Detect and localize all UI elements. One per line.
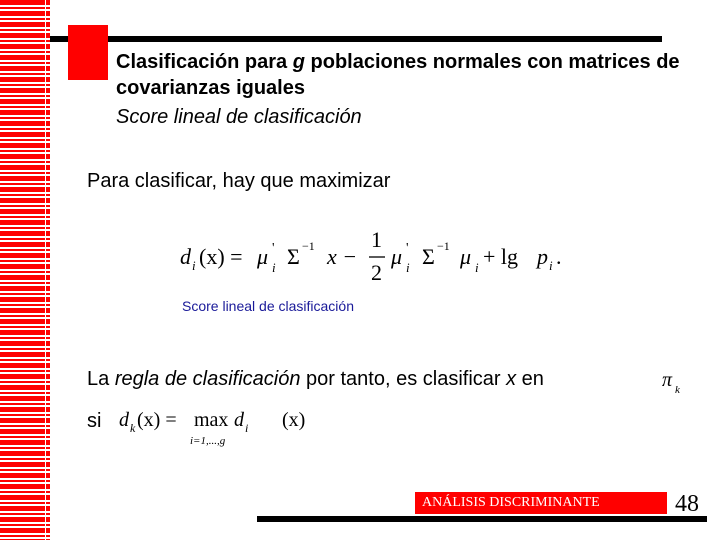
slide-title [116,49,706,101]
rule-prefix: La [87,368,115,390]
f1-mu3-sub: i [475,260,479,275]
f1-mu-sub: i [272,260,276,275]
f1-sigma2: Σ [422,244,435,269]
f1-sub-i: i [192,258,196,273]
f2-arg2: (x) [282,409,306,431]
classification-rule-formula [116,398,326,454]
f1-frac-den: 2 [371,260,382,285]
f1-d: d [180,244,191,269]
f2-d2: d [234,409,244,431]
f1-p-sub: i [549,258,553,273]
f1-mu: μ [257,244,269,269]
f1-inverse2: −1 [437,239,450,253]
f2-sub-k: k [130,421,136,435]
left-stripe-decoration [0,0,50,540]
footer-label: ANÁLISIS DISCRIMINANTE [422,495,600,510]
f1-mu3: μ [460,244,472,269]
f1-x-minus: x − [327,244,358,269]
f2-d: d [119,409,129,431]
f2-arg: (x) = [137,409,177,431]
rule-middle: por tanto, es clasificar [300,368,507,390]
pi-sub-k: k [675,384,680,396]
title-part1: Clasificación para [116,51,293,73]
rule-variable: x [506,368,517,390]
pi-symbol: π [662,369,673,391]
f1-lhs-arg: (x) = [199,244,243,269]
pi-k-symbol [660,368,690,398]
f1-p: p [537,244,548,269]
f2-max-range: i=1,...,g [190,435,226,447]
f1-plus-lg: + lg [483,244,519,269]
si-label: si [87,410,102,432]
title-part2: poblaciones normales con matrices de covarianzas iguales [116,51,680,99]
title-accent-block [68,25,108,80]
f1-sigma: Σ [287,244,300,269]
f1-frac-num: 1 [371,227,382,252]
f1-mu2-sub: i [406,260,410,275]
page-number: 48 [675,491,699,517]
rule-sentence [87,368,544,391]
f1-prime2: ' [406,241,409,256]
f2-sub-i: i [245,421,249,435]
slide-subtitle: Score lineal de clasificación [116,106,362,128]
rule-suffix: en [516,368,544,390]
f1-inverse: −1 [302,239,315,253]
rule-emphasis: regla de clasificación [114,368,301,390]
f1-mu2: μ [391,244,403,269]
top-rule [50,36,662,42]
intro-paragraph: Para clasificar, hay que maximizar [87,170,391,192]
score-formula [175,222,595,292]
f1-prime: ' [272,241,275,256]
f1-period: . [556,244,562,269]
title-variable: g [292,51,305,73]
footer-rule [257,516,707,522]
f2-max: max [194,409,229,431]
formula-caption: Score lineal de clasificación [182,298,354,314]
